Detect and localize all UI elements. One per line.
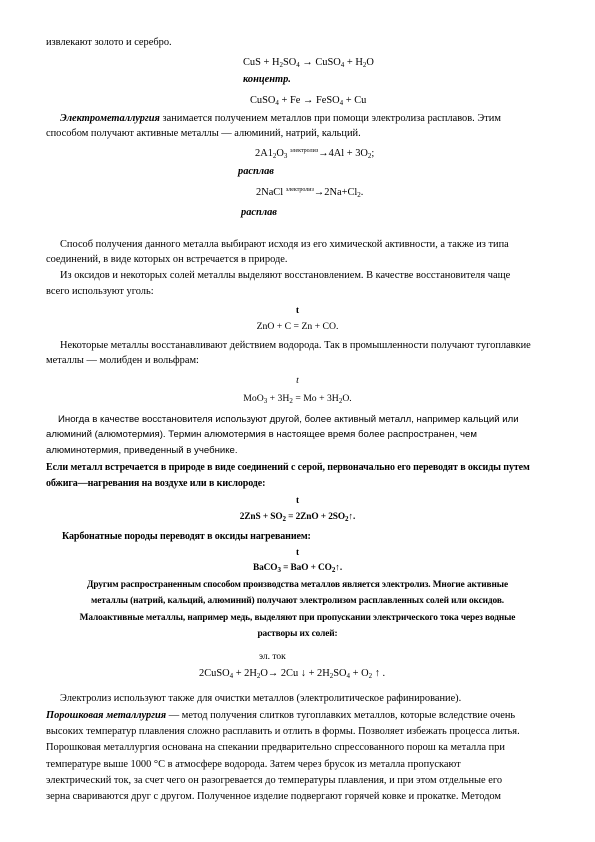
text-line: Карбонатные породы переводят в оксиды нагреванием: bbox=[62, 531, 311, 542]
equation-moo3: $MoO_3 + 3H_2 = Mo + 3H_2O$. bbox=[243, 393, 352, 405]
equation-baco3: BaCO$_3$ = BaO + $CO_2↑$. bbox=[252, 563, 343, 574]
term-electrometallurgy: Электрометаллургия bbox=[60, 113, 160, 124]
text-line: Электролиз используют также для очистки металлов (электролитическое рафинирование). bbox=[60, 693, 462, 704]
text-line: способом получают активные металлы — алюминий, натрий, кальций. bbox=[46, 128, 361, 139]
equation-zns: $2ZnS + SO_2 = 2ZnO$ + $2SO_2↑$. bbox=[239, 512, 356, 523]
text-line: обжига—нагревания на воздухе или в кислороде: bbox=[46, 478, 266, 489]
text-line: Другим распространенным способом производства металлов является электролиз. Многие активные bbox=[87, 580, 508, 590]
equation-zno: ZnO + C = Zn + CO. bbox=[256, 321, 339, 332]
text-line: металлы — молибден и вольфрам: bbox=[46, 355, 199, 366]
equation-al2o3: $2A1_2O_3$ $^{электролиз}\to 4Al + 3O_2$; bbox=[255, 148, 375, 160]
text-line: Порошковая металлургия основана на спекании предварительно спрессованного порош ка металла при bbox=[46, 742, 505, 753]
text-line: Порошковая металлургия — метод получения слитков тугоплавких металлов, которые вследствие очень bbox=[46, 710, 516, 721]
equation-cuso4-electrolysis: 2CuSO$_4$ + $2H_2O\to 2Cu$ ↓ + $2H_2SO_4 + O_2$ ↑ . bbox=[199, 668, 386, 680]
text-line: электрический ток, за счет чего он разогревается до температуры плавления, и при этом отдельные его bbox=[46, 775, 503, 786]
text-line: металлы (натрий, кальций, алюминий) получают электролизом расплавленных солей или оксидов. bbox=[90, 596, 505, 606]
text-line: растворы их солей: bbox=[257, 629, 338, 639]
text-line: соединений, в виде которых он встречается в природе. bbox=[46, 254, 288, 265]
label-t: t bbox=[295, 496, 299, 506]
text-line: зерна свариваются друг с другом. Полученное изделие подвергают горячей ковке и прокатке. Методом bbox=[46, 791, 501, 802]
text-line: Способ получения данного металла выбирают исходя из его химической активности, а также из типа bbox=[60, 239, 509, 250]
text-line: Электрометаллургия занимается получением металлов при помощи электролиза расплавов. Этим bbox=[60, 113, 501, 124]
label-rasplav: расплав bbox=[241, 207, 277, 218]
text-line: температуре выше 1000 °С в атмосфере водорода. Затем через брусок из металла пропускают bbox=[46, 759, 461, 770]
text-line: Иногда в качестве восстановителя используют другой, более активный металл, например кальций или bbox=[58, 414, 519, 425]
text-line: высоких температур плавления сложно расплавить и отлить в формы. Позволяет избежать процесса литья. bbox=[46, 726, 520, 737]
label-t: t bbox=[295, 305, 300, 316]
equation-cus-h2so4: CuS + $H_2SO_4$ → CuSO$_4$ + $H_2O$ bbox=[243, 57, 374, 69]
label-el-tok: эл. ток bbox=[259, 652, 286, 662]
text-line: Если металл встречается в природе в виде соединений с серой, первоначально его переводят в оксиды путем bbox=[46, 462, 530, 473]
label-rasplav: расплав bbox=[238, 166, 274, 177]
label-t: t bbox=[296, 375, 299, 386]
text-line: алюминий (алюмотермия). Термин алюмотермия в настоящее время более распространен, чем bbox=[46, 429, 477, 440]
text-line: Малоактивные металлы, например медь, выделяют при пропускании электрического тока через водные bbox=[79, 613, 516, 623]
label-t: t bbox=[295, 548, 299, 558]
text-line: извлекают золото и серебро. bbox=[46, 37, 172, 48]
label-konc: концентр. bbox=[243, 74, 291, 85]
text-line: Из оксидов и некоторых солей металлы выделяют восстановлением. В качестве восстановителя чаще bbox=[60, 270, 511, 281]
term-powder-metallurgy: Порошковая металлургия bbox=[46, 710, 167, 721]
text-line: Некоторые металлы восстанавливают действием водорода. Так в промышленности получают тугоплавкие bbox=[60, 340, 531, 351]
equation-cuso4-fe: CuSO$_4$ + Fe → FeSO$_4$ + Cu bbox=[250, 95, 367, 107]
text-line: алюминотермия, приведенный в учебнике. bbox=[46, 445, 238, 456]
equation-nacl: 2NaCl $^{электролиз}\to 2Na+Cl_2$. bbox=[256, 187, 364, 199]
text-line: всего используют уголь: bbox=[46, 286, 154, 297]
